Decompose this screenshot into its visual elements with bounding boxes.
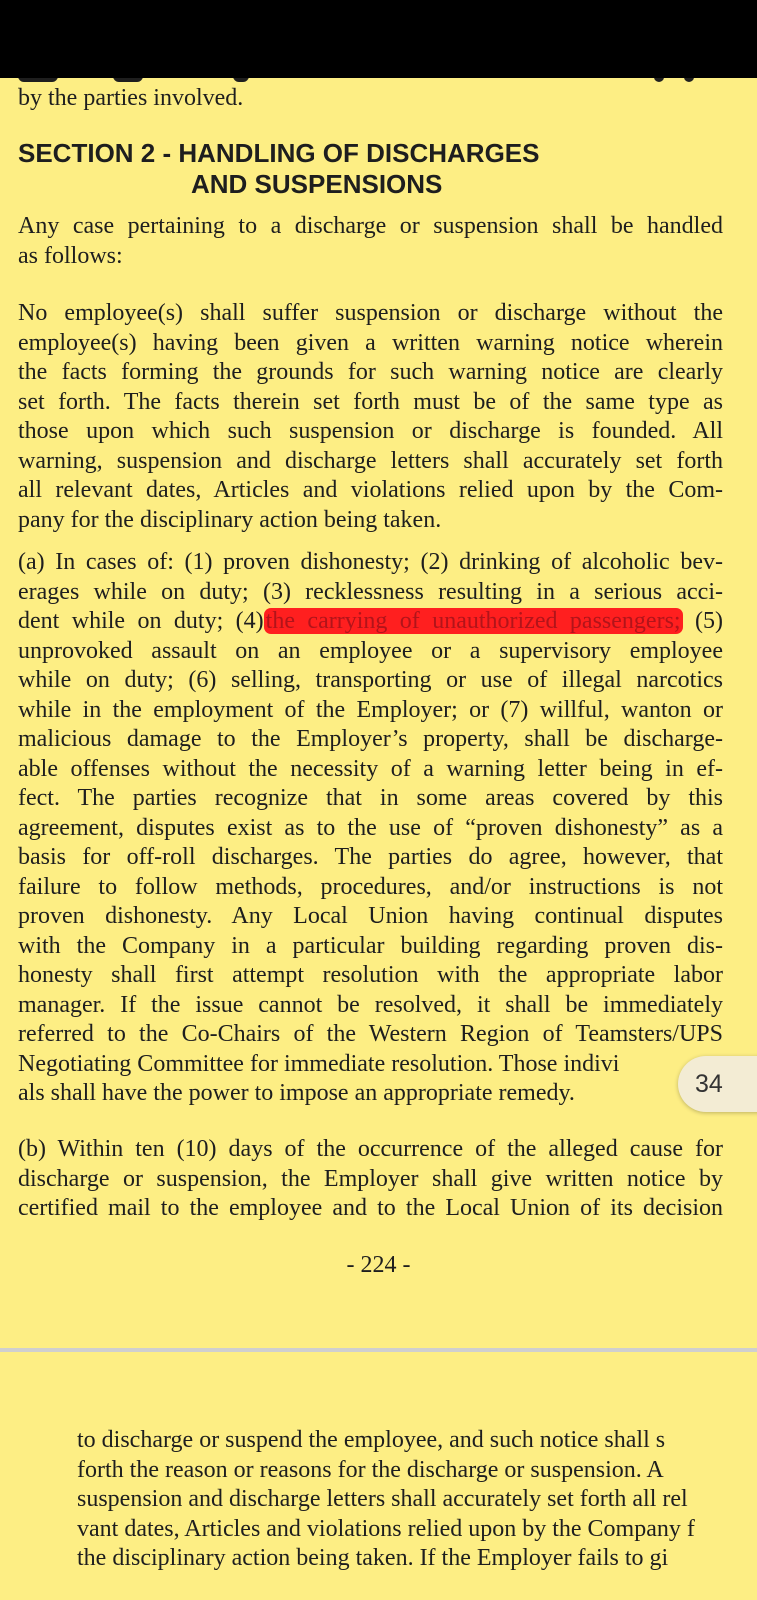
text-line: all relevant dates, Articles and violations relied upon by the Com- (18, 477, 723, 503)
text-line: suspension and discharge letters shall accurately set forth all rel (77, 1486, 688, 1512)
section-heading-line-2: AND SUSPENSIONS (191, 169, 443, 199)
section-heading (18, 138, 539, 200)
text-line: unprovoked assault on an employee or a supervisory employee (18, 637, 723, 664)
text-line: those upon which such suspension or discharge is founded. All (18, 418, 723, 444)
text-line: malicious damage to the Employer’s property, shall be discharge- (18, 726, 723, 752)
text-line: the facts forming the grounds for such warning notice are clearly (18, 359, 723, 385)
page-2-paragraph (77, 1426, 757, 1574)
text-line: set forth. The facts therein set forth must be of the same type as (18, 388, 723, 415)
text-line: No employee(s) shall suffer suspension or discharge without the (18, 300, 723, 326)
text-line: proven dishonesty. Any Local Union having continual disputes (18, 903, 723, 929)
document-page-next[interactable] (0, 1352, 757, 1600)
text-line: to discharge or suspend the employee, and such notice shall s (77, 1427, 666, 1453)
text-segment: (5) (682, 608, 723, 634)
text-segment: dent while on duty; (4) (18, 608, 264, 634)
text-line: while on duty; (6) selling, transporting or use of illegal narcotics (18, 667, 723, 693)
paragraph-b-written-notice (18, 1135, 723, 1224)
text-line: certified mail to the employee and to the Local Union of its decision (18, 1195, 723, 1221)
text-line: warning, suspension and discharge letters shall accurately set forth (18, 447, 723, 474)
text-line: failure to follow methods, procedures, and/or instructions is not (18, 873, 723, 900)
text-line: as follows: (18, 242, 123, 269)
text-line-with-highlight (18, 607, 723, 637)
document-page-224[interactable] (0, 78, 757, 1348)
page-number: - 224 - (346, 1252, 411, 1278)
intro-paragraph (18, 212, 723, 271)
text-line: able offenses without the necessity of a warning letter being in ef- (18, 755, 723, 782)
section-heading-line-1: SECTION 2 - HANDLING OF DISCHARGES (18, 138, 540, 168)
continued-text-line: by the parties involved. (18, 85, 244, 111)
highlighted-text[interactable]: the carrying of unauthorized passengers; (265, 608, 681, 634)
paragraph-a-dischargeable-offenses (18, 548, 723, 1109)
text-line: (b) Within ten (10) days of the occurrence of the alleged cause for (18, 1136, 723, 1162)
text-line: honesty shall first attempt resolution with the appropriate labor (18, 962, 723, 988)
text-line: forth the reason or reasons for the discharge or suspension. A (77, 1456, 664, 1483)
text-line: agreement, disputes exist as to the use of “proven dishonesty” as a (18, 814, 723, 841)
page-indicator-badge[interactable]: 34 (678, 1056, 757, 1112)
text-line: pany for the disciplinary action being taken. (18, 506, 442, 533)
text-line: erages while on duty; (3) recklessness resulting in a serious acci- (18, 578, 723, 605)
text-line: with the Company in a particular building regarding proven dis- (18, 932, 723, 959)
text-line: Negotiating Committee for immediate resolution. Those indivi (18, 1050, 620, 1077)
text-line: fect. The parties recognize that in some areas covered by this (18, 785, 723, 811)
text-line: manager. If the issue cannot be resolved, it shall be immediately (18, 991, 723, 1018)
status-bar (0, 0, 757, 78)
text-line: Any case pertaining to a discharge or suspension shall be handled (18, 213, 723, 239)
text-line: while in the employment of the Employer; or (7) willful, wanton or (18, 696, 723, 723)
text-line: discharge or suspension, the Employer shall give written notice by (18, 1165, 723, 1192)
text-line: employee(s) having been given a written warning notice wherein (18, 329, 723, 356)
text-line: als shall have the power to impose an appropriate remedy. (18, 1080, 575, 1106)
text-line: the disciplinary action being taken. If the Employer fails to gi (77, 1545, 669, 1571)
text-line: basis for off-roll discharges. The parties do agree, however, that (18, 844, 723, 870)
text-line: referred to the Co-Chairs of the Western Region of Teamsters/UPS (18, 1021, 723, 1047)
text-line: vant dates, Articles and violations relied upon by the Company f (77, 1515, 695, 1542)
paragraph-warning-notice (18, 299, 723, 535)
text-line: (a) In cases of: (1) proven dishonesty; (2) drinking of alcoholic bev- (18, 549, 723, 575)
